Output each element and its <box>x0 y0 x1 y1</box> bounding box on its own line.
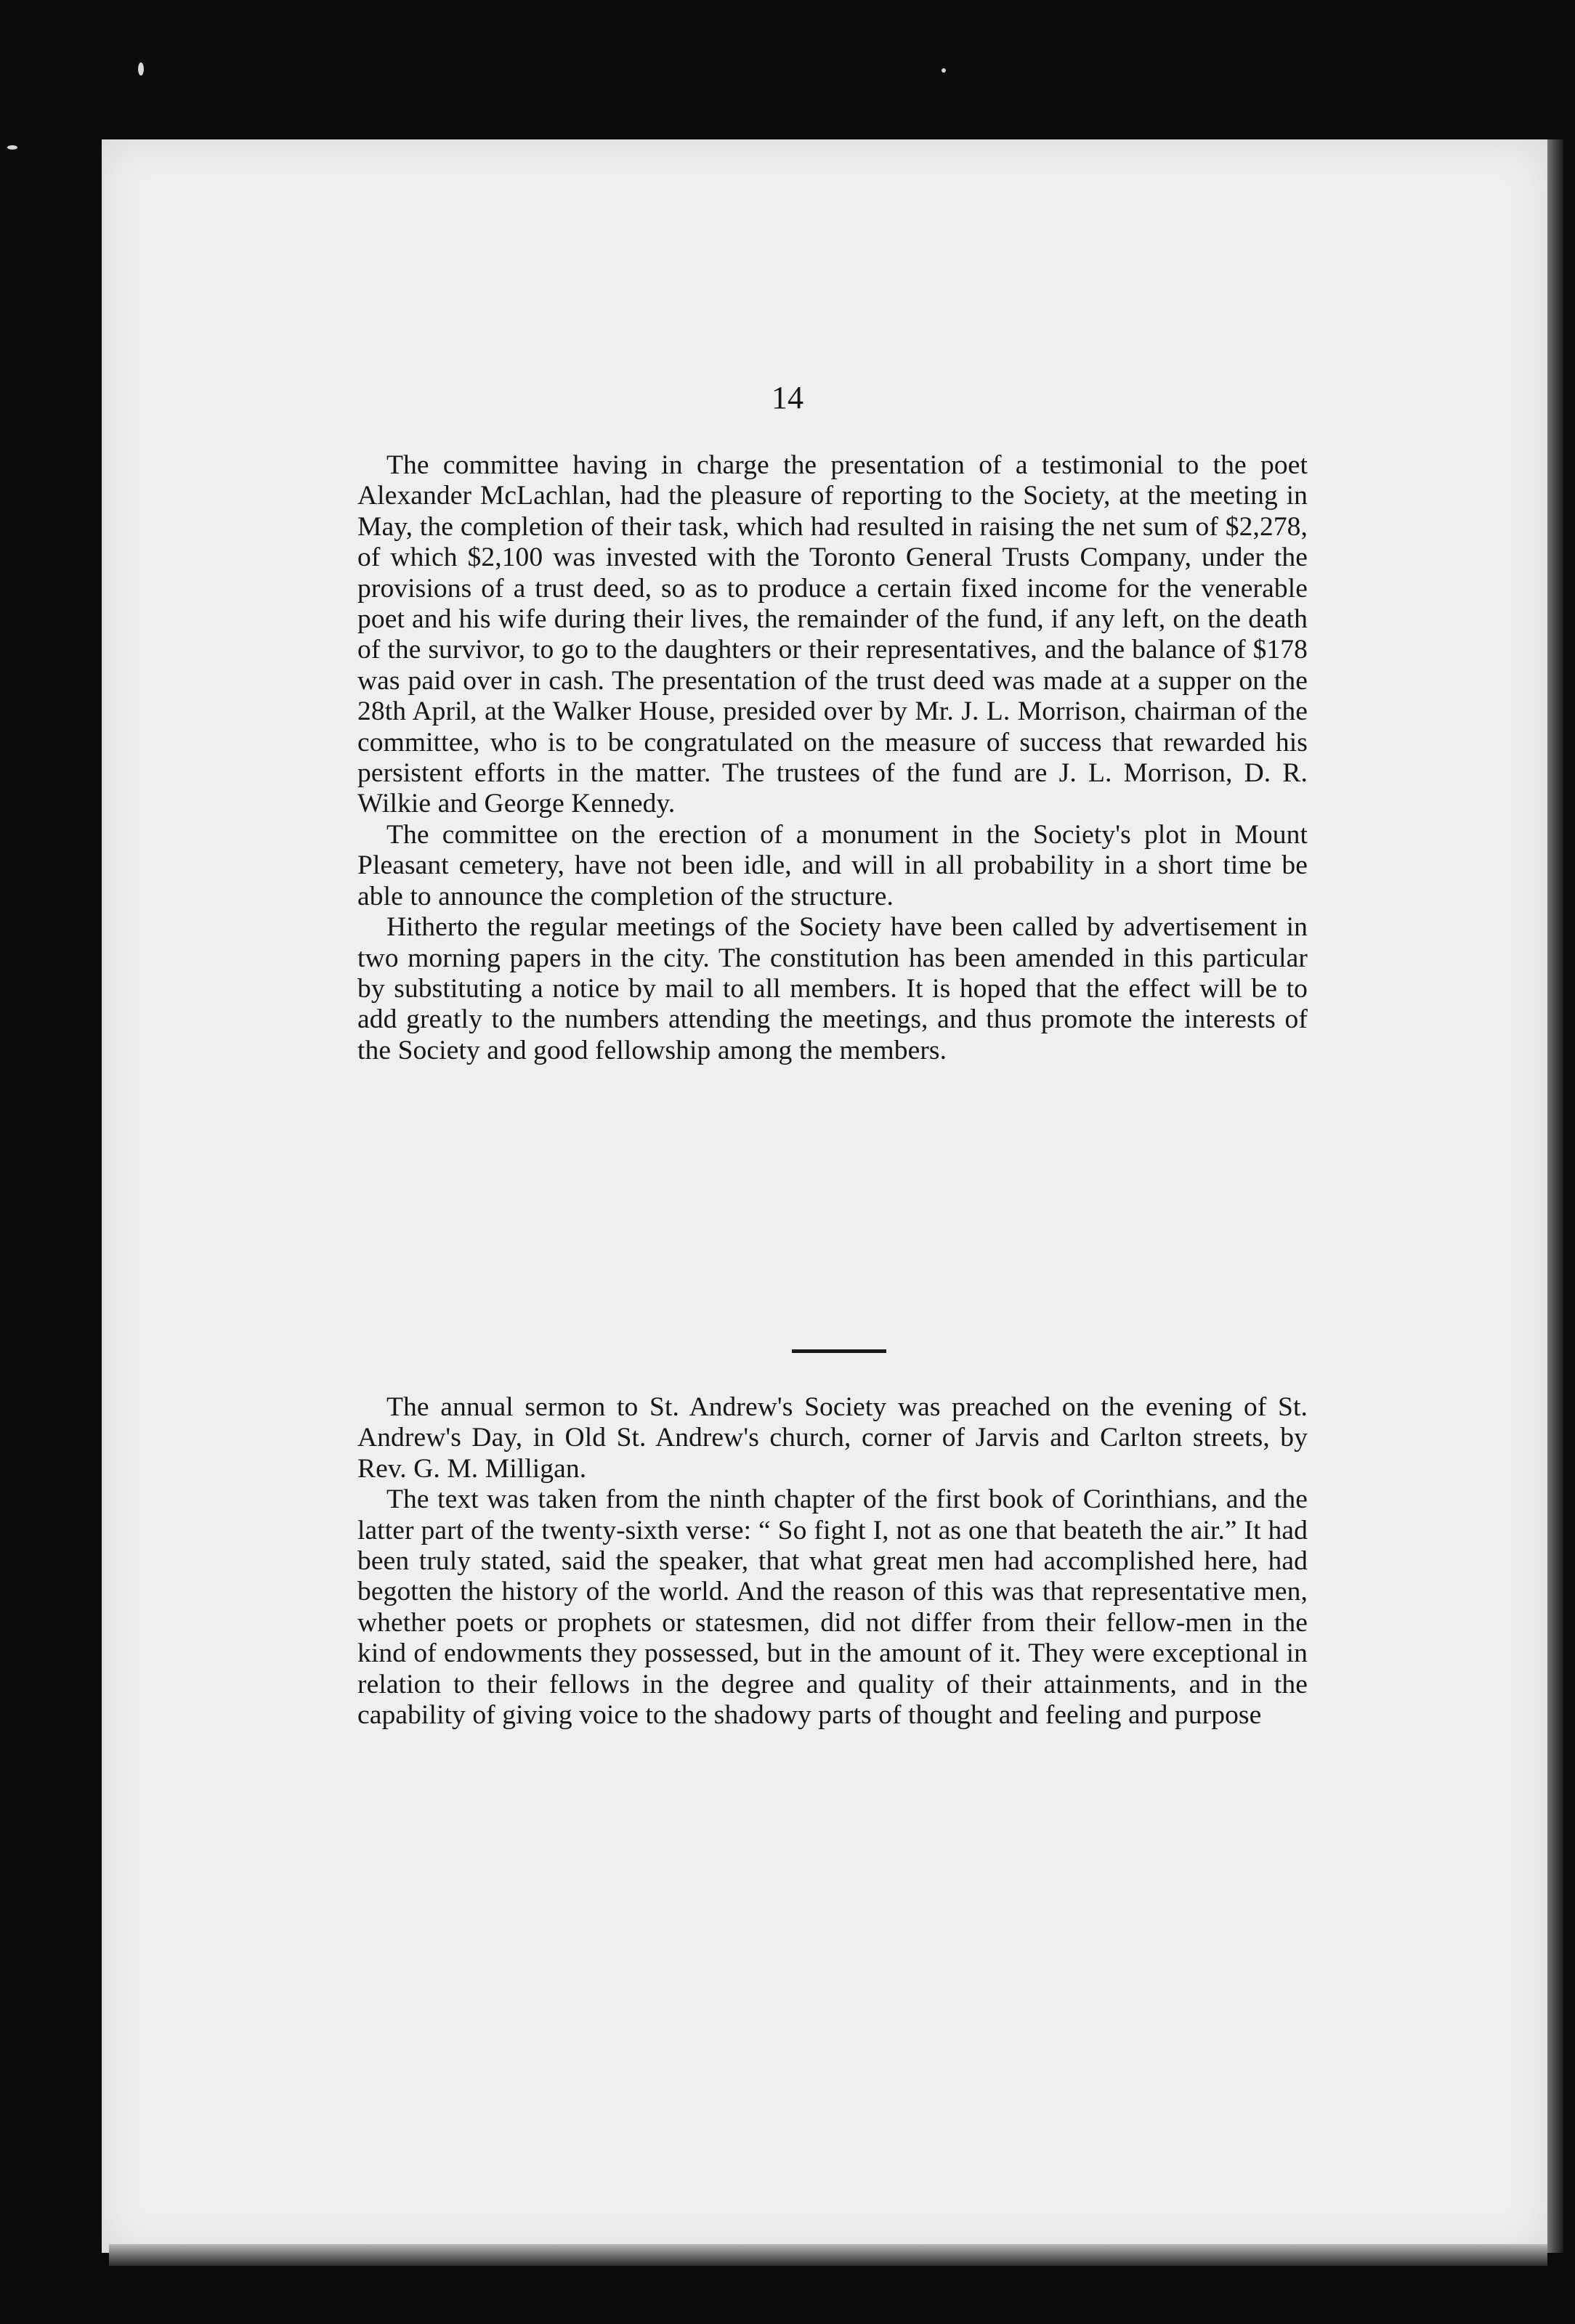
paragraph-mclachlan-testimonial: The committee having in charge the presentation of a testimonial to the poet Alexander McLachlan, had the pleasure of reporting to the Society, at the meeting in May, the completion of their task, which had resulted in raising the net sum of $2,278, of which $2,100 was invested with the Toronto General Trusts Company, under the provisions of a trust deed, so as to produce a certain fixed income for the venerable poet and his wife during their lives, the remainder of the fund, if any left, on the death of the survivor, to go to the daughters or their representatives, and the balance of $178 was paid over in cash. The presentation of the trust deed was made at a supper on the 28th April, at the Walker House, presided over by Mr. J. L. Morrison, chairman of the committee, who is to be congratulated on the measure of success that rewarded his persistent efforts in the matter. The trustees of the fund are J. L. Morrison, D. R. Wilkie and George Kennedy. <box>357 450 1308 819</box>
section-annual-sermon <box>357 1392 1308 1731</box>
section-committee-reports <box>357 450 1308 1066</box>
paragraph-sermon-text: The text was taken from the ninth chapter of the first book of Corinthians, and the latter part of the twenty-sixth verse: “ So fight I, not as one that beateth the air.” It had been truly stated, said the speaker, that what great men had accomplished here, had begotten the history of the world. And the reason of this was that representative men, whether poets or prophets or statesmen, did not differ from their fellow-men in the kind of endowments they possessed, but in the amount of it. They were exceptional in relation to their fellows in the degree and quality of their attainments, and in the capability of giving voice to the shadowy parts of thought and feeling and purpose <box>357 1484 1308 1731</box>
scan-speck <box>7 145 17 150</box>
scan-speck <box>138 62 144 76</box>
paragraph-sermon-intro: The annual sermon to St. Andrew's Society was preached on the evening of St. Andrew's Day, in Old St. Andrew's church, corner of Jarvis and Carlton streets, by Rev. G. M. Milligan. <box>357 1392 1308 1484</box>
section-divider <box>792 1349 886 1353</box>
scan-speck <box>942 68 946 73</box>
page-number: 14 <box>772 380 803 415</box>
paragraph-monument: The committee on the erection of a monument in the Society's plot in Mount Pleasant cemetery, have not been idle, and will in all probability in a short time be able to announce the completion of the structure. <box>357 819 1308 911</box>
paragraph-meeting-notices: Hitherto the regular meetings of the Society have been called by advertisement in two morning papers in the city. The constitution has been amended in this particular by substituting a notice by mail to all members. It is hoped that the effect will be to add greatly to the numbers attending the meetings, and thus promote the interests of the Society and good fellowship among the members. <box>357 912 1308 1065</box>
page-bottom-edge <box>109 2244 1547 2266</box>
